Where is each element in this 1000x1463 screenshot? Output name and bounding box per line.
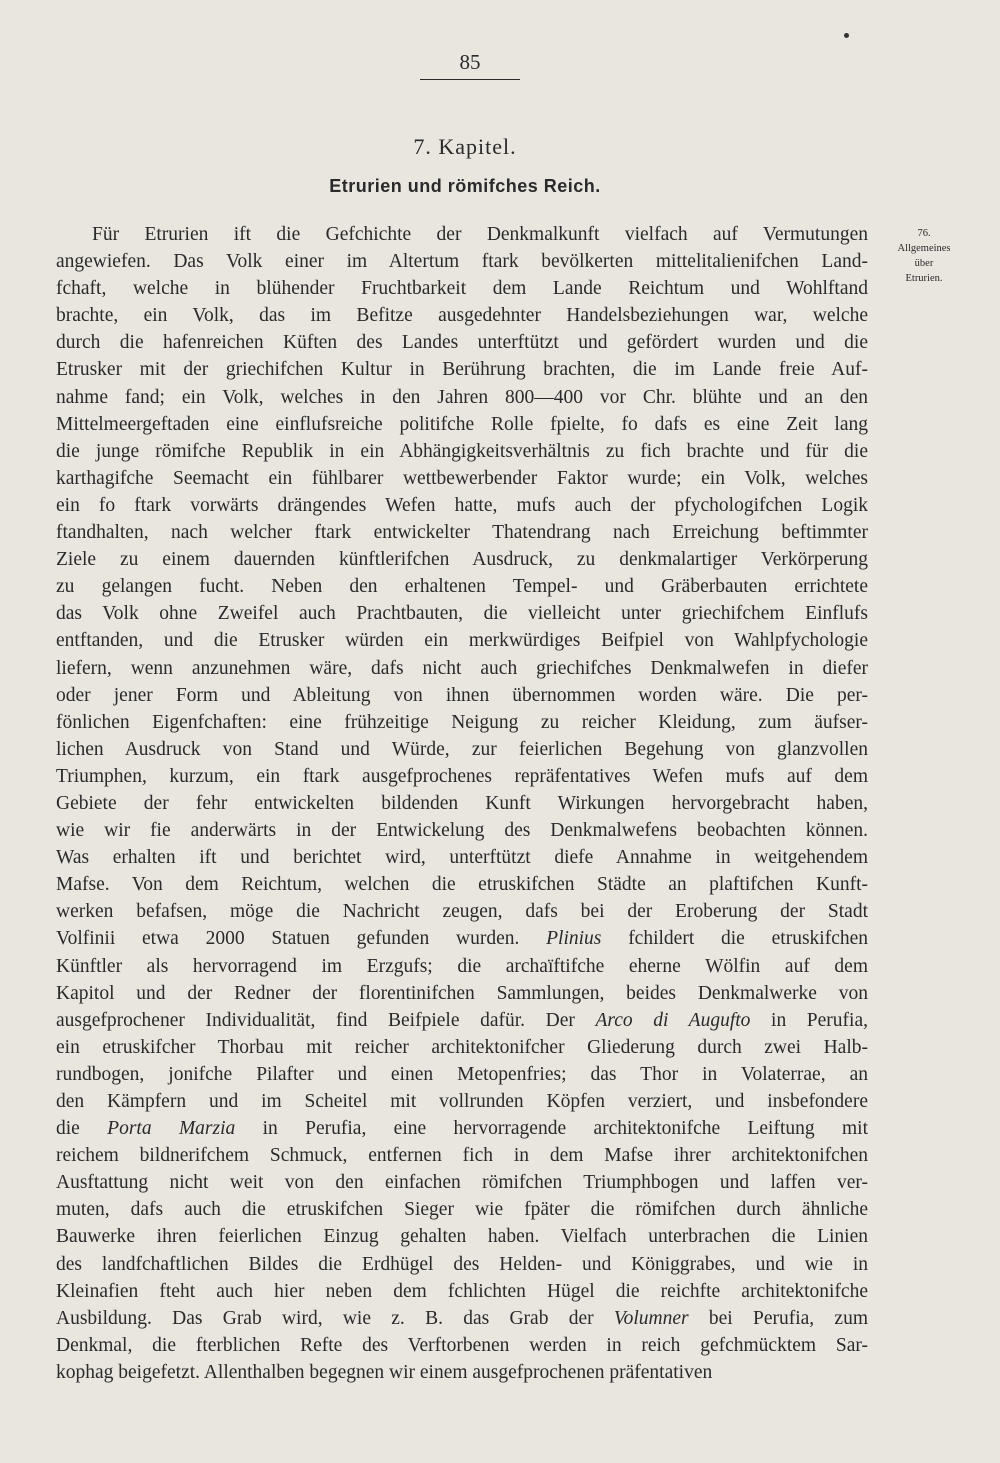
text-segment: rundbogen, jonifche Pilafter und einen Metopenfries; das Thor in Volaterrae, an [56, 1063, 868, 1085]
text-line [56, 1034, 868, 1061]
marginal-note-line: Allgemeines [897, 243, 951, 254]
text-line [56, 627, 868, 654]
text-line [56, 411, 868, 438]
text-line [56, 384, 868, 411]
text-segment: Denkmal, die fterblichen Refte des Verftorbenen werden in reich gefchmücktem Sar- [56, 1334, 868, 1356]
text-line [56, 600, 868, 627]
text-line [56, 925, 868, 952]
text-segment: brachte, ein Volk, das im Befitze ausgedehnter Handelsbeziehungen war, welche [56, 305, 868, 327]
text-segment: Für Etrurien ift die Gefchichte der Denkmalkunft vielfach auf Vermutungen [92, 224, 868, 245]
text-line [56, 356, 868, 383]
text-line [56, 573, 868, 600]
text-line [56, 1305, 868, 1332]
text-segment: das Volk ohne Zweifel auch Prachtbauten, die vielleicht unter griechifchem Einflufs [56, 603, 868, 625]
text-line [56, 248, 868, 275]
italic-name: Porta Marzia [107, 1118, 236, 1140]
text-line [56, 844, 868, 871]
text-line [56, 655, 868, 682]
text-line [56, 1223, 868, 1250]
text-line [56, 1088, 868, 1115]
text-line [56, 682, 868, 709]
text-segment: Ausftattung nicht weit von den einfachen römifchen Triumphbogen und laffen ver- [56, 1172, 868, 1194]
text-segment: reichem bildnerifchem Schmuck, entfernen fich in dem Mafse ihrer architektonifchen [56, 1145, 868, 1167]
text-segment: angewiefen. Das Volk einer im Altertum ftark bevölkerten mittelitalienifchen Land- [56, 251, 868, 273]
text-line [56, 1359, 868, 1386]
text-line [56, 302, 868, 329]
text-segment: Kleinafien fteht auch hier neben dem fchlichten Hügel die reichfte architektonifche [56, 1280, 868, 1302]
text-segment: muten, dafs auch die etruskifchen Sieger wie fpäter die römifchen durch ähnliche [56, 1199, 868, 1221]
text-segment: zu gelangen fucht. Neben den erhaltenen Tempel- und Gräberbauten errichtete [56, 576, 868, 598]
text-line [56, 519, 868, 546]
text-segment: wie wir fie anderwärts in der Entwickelung des Denkmalwefens beobachten können. [56, 820, 868, 842]
marginal-note [884, 226, 964, 286]
italic-name: Arco di Augufto [595, 1009, 751, 1031]
text-segment: werken befafsen, möge die Nachricht zeugen, dafs bei der Eroberung der Stadt [56, 901, 868, 923]
text-segment: nahme fand; ein Volk, welches in den Jahren 800—400 vor Chr. blühte und an den [56, 386, 868, 408]
text-segment: die [56, 1118, 108, 1140]
text-segment: oder jener Form und Ableitung von ihnen übernommen worden wäre. Die per- [56, 684, 868, 706]
text-line [56, 763, 868, 790]
text-line [56, 709, 868, 736]
body-text [56, 221, 868, 1386]
text-line [56, 1169, 868, 1196]
text-segment: fönlichen Eigenfchaften: eine frühzeitige Neigung zu reicher Kleidung, zum äufser- [56, 711, 868, 733]
chapter-heading: 7. Kapitel. [413, 134, 517, 159]
text-line [56, 438, 868, 465]
text-line [56, 221, 868, 248]
text-segment: Volfinii etwa 2000 Statuen gefunden wurden. [56, 928, 547, 950]
text-segment: lichen Ausdruck von Stand und Würde, zur feierlichen Begehung von glanzvollen [56, 738, 868, 760]
text-line [56, 736, 868, 763]
text-line [56, 790, 868, 817]
text-segment: liefern, wenn anzunehmen wäre, dafs nicht auch griechifches Denkmalwefen in diefer [56, 657, 868, 679]
text-segment: den Kämpfern und im Scheitel mit vollrunden Köpfen verziert, und insbefondere [56, 1091, 868, 1112]
text-line [56, 1332, 868, 1359]
text-segment: in Perufia, [750, 1009, 868, 1031]
text-segment: ftandhalten, nach welcher ftark entwickelter Thatendrang nach Erreichung beftimmter [56, 522, 868, 544]
text-line [56, 1278, 868, 1305]
text-segment: kophag beigefetzt. Allenthalben begegnen wir einem ausgefprochenen präfentativen [56, 1361, 713, 1383]
text-line [56, 1007, 868, 1034]
text-segment: des landfchaftlichen Bildes die Erdhügel des Helden- und Königgrabes, und wie in [56, 1253, 868, 1275]
text-segment: Ausbildung. Das Grab wird, wie z. B. das Grab der [56, 1307, 614, 1329]
text-segment: ausgefprochener Individualität, find Beifpiele dafür. Der [56, 1009, 596, 1031]
text-line [56, 465, 868, 492]
text-segment: Was erhalten ift und berichtet wird, unterftützt diefe Annahme in weitgehendem [56, 847, 868, 869]
text-segment: entftanden, und die Etrusker würden ein merkwürdiges Beifpiel von Wahlpfychologie [56, 630, 868, 652]
text-segment: bei Perufia, zum [688, 1307, 868, 1329]
text-segment: fchildert die etruskifchen [601, 928, 868, 950]
text-line [56, 329, 868, 356]
text-line [56, 871, 868, 898]
text-line [56, 980, 868, 1007]
text-line [56, 1251, 868, 1278]
text-segment: Etrusker mit der griechifchen Kultur in Berührung brachten, die im Lande freie Auf- [56, 359, 868, 381]
italic-name: Volumner [613, 1307, 689, 1329]
chapter-title: Etrurien und römifches Reich. [329, 176, 601, 196]
marginal-note-line: Etrurien. [905, 273, 943, 284]
text-line [56, 1115, 868, 1142]
text-segment: die junge römifche Republik in ein Abhängigkeitsverhältnis zu fich brachte und für die [56, 440, 868, 462]
text-segment: durch die hafenreichen Küften des Landes unterftützt und gefördert wurden und die [56, 332, 868, 354]
text-segment: ein etruskifcher Thorbau mit reicher architektonifcher Gliederung durch zwei Halb- [56, 1036, 868, 1058]
text-line [56, 1196, 868, 1223]
text-line [56, 953, 868, 980]
text-segment: in Perufia, eine hervorragende architektonifche Leiftung mit [235, 1118, 868, 1140]
marginal-note-number: 76. [917, 228, 931, 239]
text-segment: Mittelmeergeftaden eine einflufsreiche politifche Rolle fpielte, fo dafs es eine Zeit lang [56, 413, 868, 435]
text-segment: karthagifche Seemacht ein fühlbarer wettbewerbender Faktor wurde; ein Volk, welches [56, 467, 868, 489]
italic-name: Plinius [546, 928, 602, 950]
text-line [56, 275, 868, 302]
page-number: 85 [420, 50, 520, 80]
text-segment: Triumphen, kurzum, ein ftark ausgefprochenes repräfentatives Wefen mufs auf dem [56, 765, 868, 787]
text-line [56, 898, 868, 925]
text-segment: Gebiete der fehr entwickelten bildenden Kunft Wirkungen hervorgebracht haben, [56, 792, 868, 814]
text-segment: fchaft, welche in blühender Fruchtbarkeit dem Lande Reichtum und Wohlftand [56, 278, 868, 300]
text-segment: Mafse. Von dem Reichtum, welchen die etruskifchen Städte an plaftifchen Kunft- [56, 874, 868, 896]
ink-speck [844, 33, 849, 38]
text-segment: Bauwerke ihren feierlichen Einzug gehalten haben. Vielfach unterbrachen die Linien [56, 1226, 868, 1248]
text-segment: Künftler als hervorragend im Erzgufs; die archaïftifche eherne Wölfin auf dem [56, 955, 868, 977]
text-segment: Ziele zu einem dauernden künftlerifchen Ausdruck, zu denkmalartiger Verkörperung [56, 549, 868, 571]
text-line [56, 546, 868, 573]
text-line [56, 1142, 868, 1169]
marginal-note-line: über [914, 258, 934, 269]
text-line [56, 492, 868, 519]
text-line [56, 1061, 868, 1088]
text-segment: Kapitol und der Redner der florentinifchen Sammlungen, beides Denkmalwerke von [56, 982, 868, 1004]
text-line [56, 817, 868, 844]
text-segment: ein fo ftark vorwärts drängendes Wefen hatte, mufs auch der pfychologifchen Logik [56, 494, 868, 516]
